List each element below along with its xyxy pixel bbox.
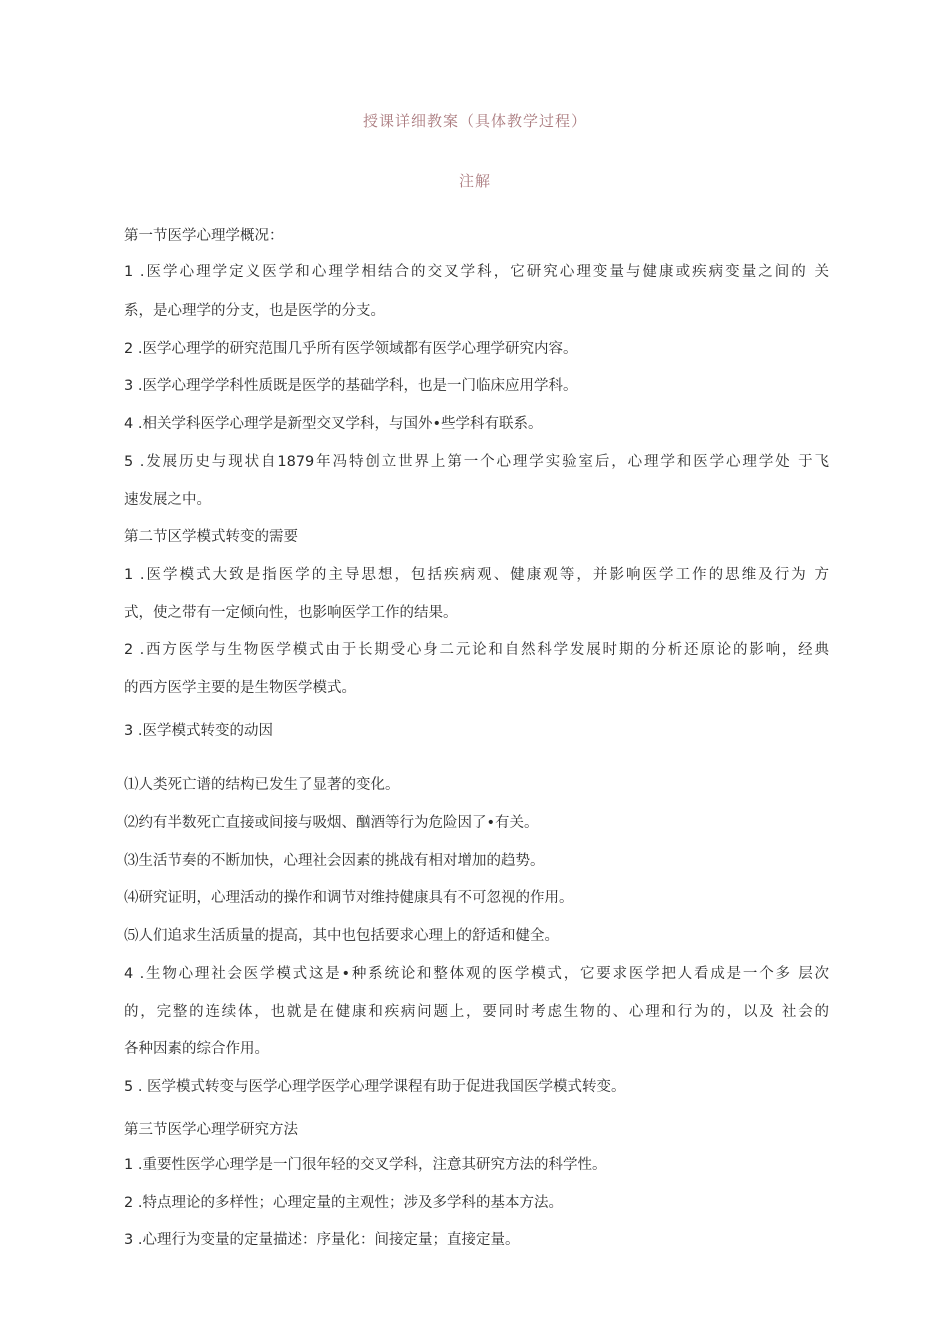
text-line: 式，使之带有一定倾向性，也影响医学工作的结果。 xyxy=(124,605,458,621)
page-title: 授课详细教案（具体教学过程） xyxy=(362,112,587,130)
text-line: 的西方医学主要的是生物医学模式。 xyxy=(124,680,356,696)
text-line: 的，完整的连续体，也就是在健康和疾病问题上，要同时考虑生物的、心理和行为的，以及 社会的 xyxy=(124,1004,829,1020)
text-line: 4 .相关学科医学心理学是新型交叉学科，与国外•些学科有联系。 xyxy=(124,416,543,432)
text-line: 1 .医学模式大致是指医学的主导思想，包括疾病观、健康观等，并影响医学工作的思维及行为 方 xyxy=(124,567,829,583)
text-line: 1 .医学心理学定义医学和心理学相结合的交叉学科，它研究心理变量与健康或疾病变量之间的 关 xyxy=(124,264,829,280)
list-item: ⑸人们追求生活质量的提高，其中也包括要求心理上的舒适和健全。 xyxy=(124,928,559,944)
list-item: ⑴人类死亡谱的结构已发生了显著的变化。 xyxy=(124,777,400,793)
text-line: 5 . 医学模式转变与医学心理学医学心理学课程有助于促进我国医学模式转变。 xyxy=(124,1079,626,1095)
text-line: 2 .西方医学与生物医学模式由于长期受心身二元论和自然科学发展时期的分析还原论的影响，经典 xyxy=(124,642,829,658)
page-subtitle: 注解 xyxy=(458,172,491,190)
text-line: 5 .发展历史与现状自1879年冯特创立世界上第一个心理学实验室后，心理学和医学心理学处 于飞 xyxy=(124,454,829,470)
list-item: ⑷研究证明，心理活动的操作和调节对维持健康具有不可忽视的作用。 xyxy=(124,890,574,906)
section-heading: 第二节区学模式转变的需要 xyxy=(124,529,298,545)
text-line: 系，是心理学的分支，也是医学的分支。 xyxy=(124,303,385,319)
text-line: 速发展之中。 xyxy=(124,492,211,508)
text-line: 各种因素的综合作用。 xyxy=(124,1041,269,1057)
text-line: 3 .医学心理学学科性质既是医学的基础学科，也是一门临床应用学科。 xyxy=(124,378,578,394)
text-line: 4 .生物心理社会医学模式这是•种系统论和整体观的医学模式，它要求医学把人看成是一个多 层次 xyxy=(124,966,829,982)
text-line: 3 .医学模式转变的动因 xyxy=(124,723,273,739)
text-line: 1 .重要性医学心理学是一门很年轻的交叉学科，注意其研究方法的科学性。 xyxy=(124,1157,607,1173)
text-line: 2 .医学心理学的研究范围几乎所有医学领域都有医学心理学研究内容。 xyxy=(124,341,578,357)
text-line: 3 .心理行为变量的定量描述：序量化：间接定量；直接定量。 xyxy=(124,1232,520,1248)
list-item: ⑶生活节奏的不断加快，心理社会因素的挑战有相对增加的趋势。 xyxy=(124,853,545,869)
section-heading: 第三节医学心理学研究方法 xyxy=(124,1122,298,1138)
list-item: ⑵约有半数死亡直接或间接与吸烟、酗酒等行为危险因了•有关。 xyxy=(124,815,539,831)
section-heading: 第一节医学心理学概况： xyxy=(124,228,284,244)
text-line: 2 .特点理论的多样性；心理定量的主观性；涉及多学科的基本方法。 xyxy=(124,1195,563,1211)
